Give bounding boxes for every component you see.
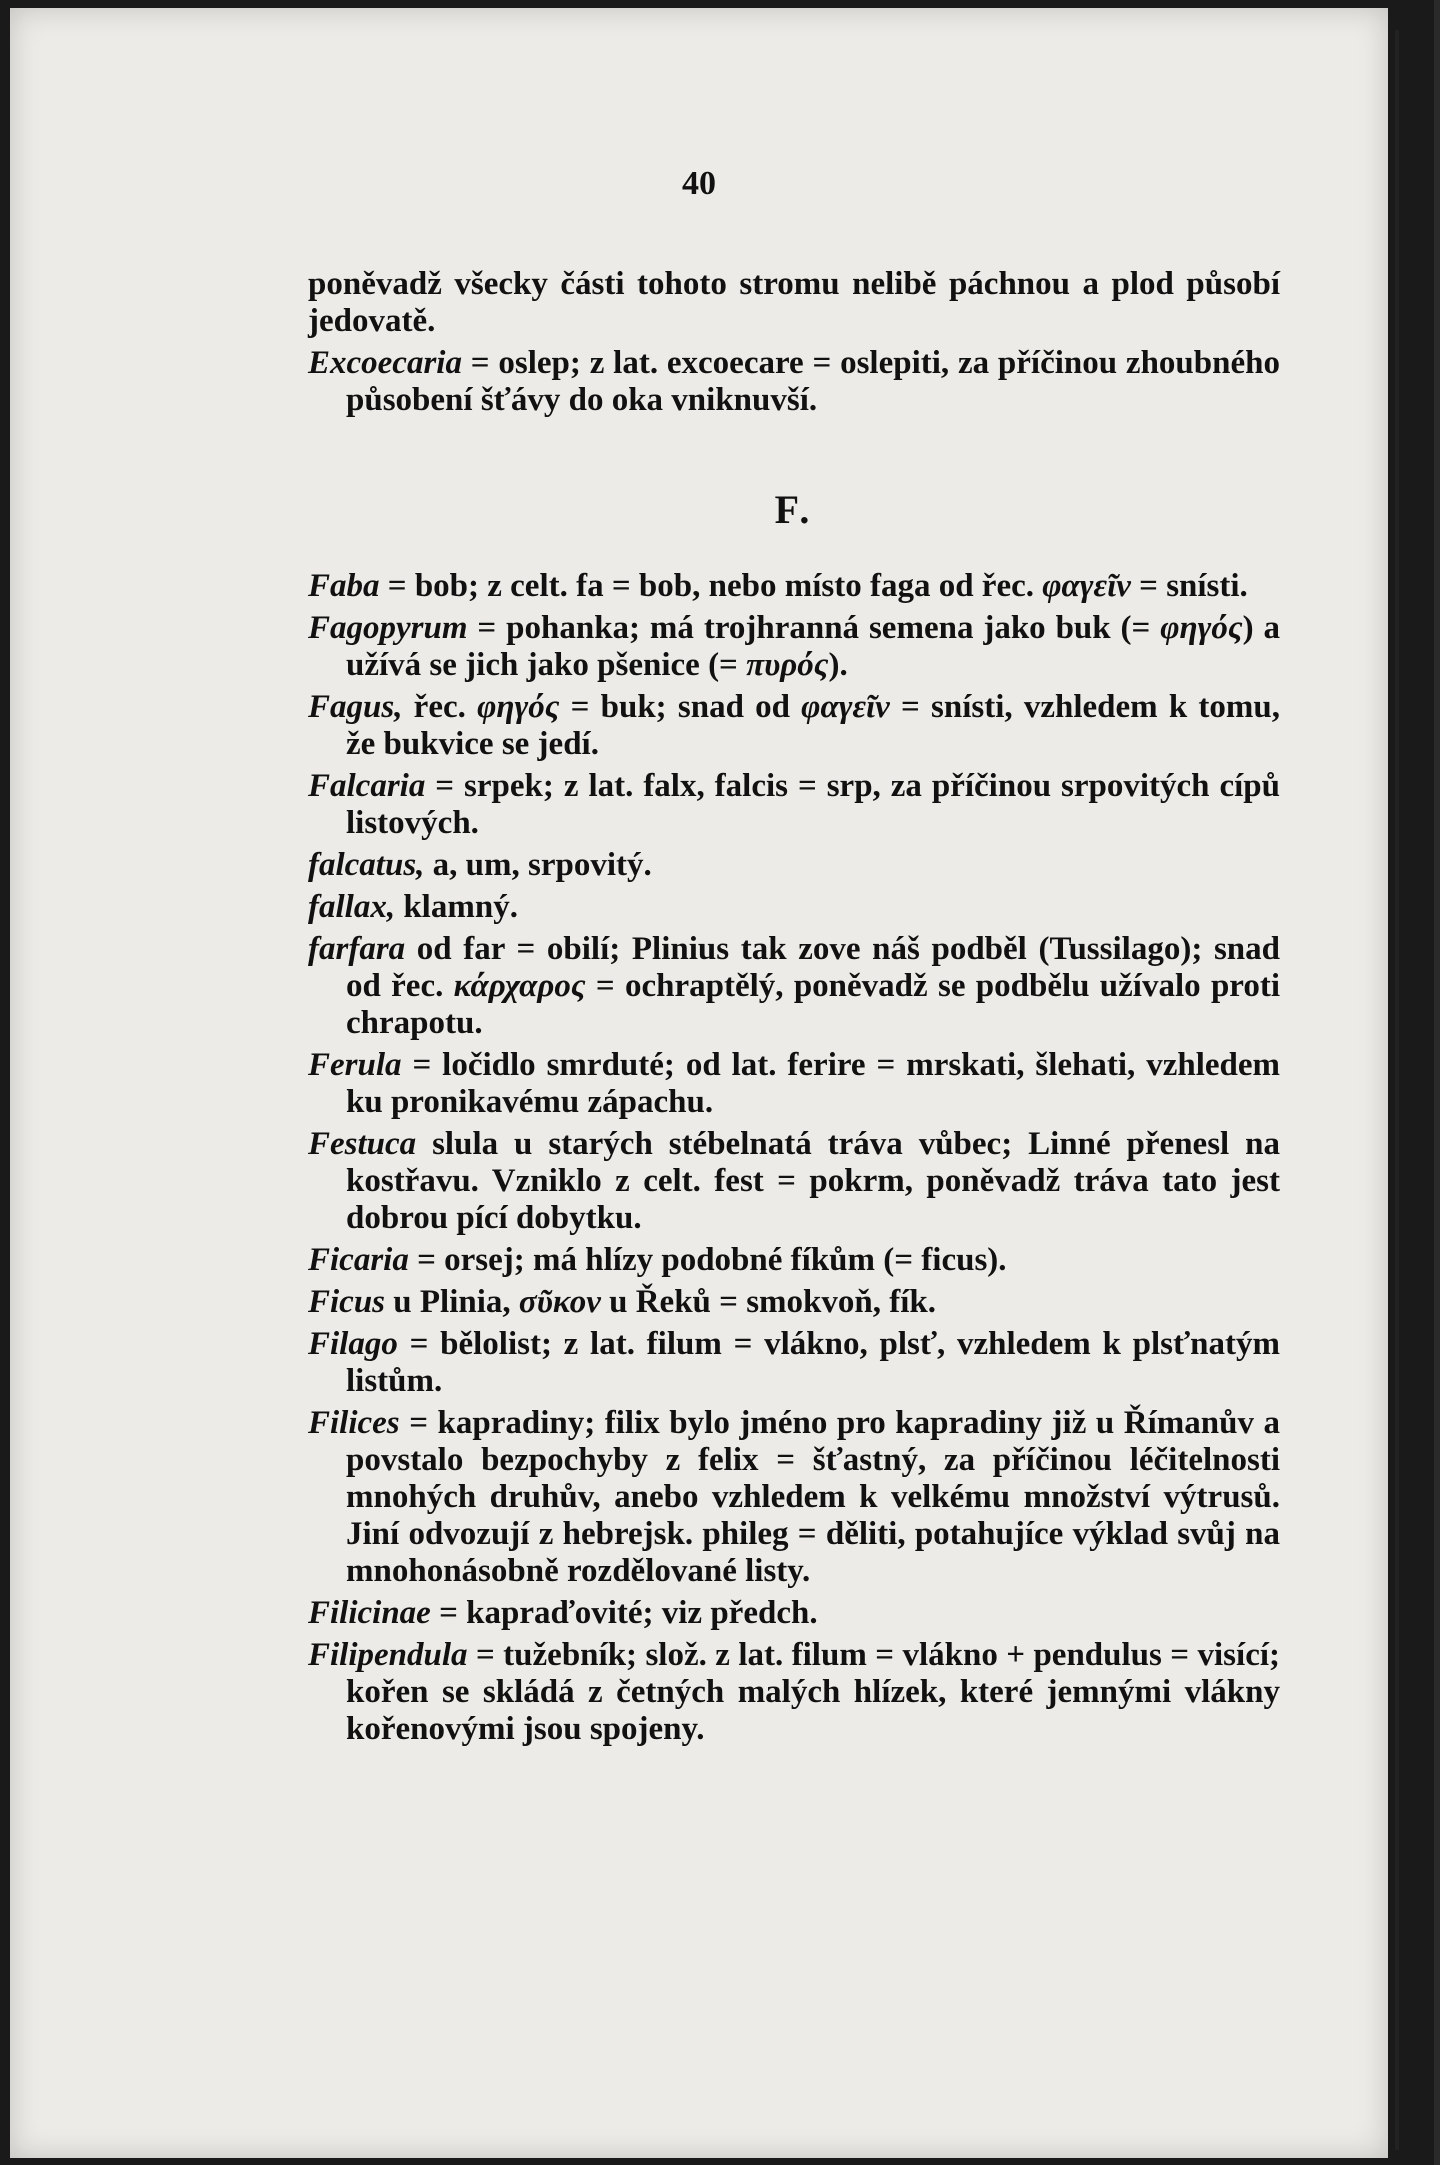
dictionary-entry [308, 1595, 1280, 1632]
entry-text: = bělolist; z lat. filum = vlákno, plsť, vzhledem k plsťnatým listům. [346, 1326, 1280, 1399]
continuation-text: poněvadž všecky části tohoto stromu nelibě páchnou a plod působí jedovatě. [308, 266, 1280, 339]
dictionary-entry [308, 1405, 1280, 1590]
dictionary-entry [308, 1047, 1280, 1121]
entry-text: = tužebník; slož. z lat. filum = vlákno + pendulus = visící; kořen se skládá z četných malých hlízek, které jemnými vlákny kořenovými jsou spojeny. [346, 1637, 1280, 1747]
dictionary-entry [308, 568, 1280, 605]
dictionary-entry [308, 1326, 1280, 1400]
entry-head: Fagopyrum [308, 610, 468, 646]
entry-text: = snísti, vzhledem k tomu, že bukvice se jedí. [346, 689, 1280, 762]
entry-text: řec. [402, 689, 478, 725]
dictionary-entry [308, 689, 1280, 763]
dictionary-entry [308, 847, 1280, 884]
entry-text: = ochraptělý, poněvadž se podbělu užívalo proti chrapotu. [346, 968, 1281, 1041]
page-number: 40 [682, 165, 716, 202]
page-content [308, 266, 1280, 1753]
entry-text: ) a užívá se jich jako pšenice (= [346, 610, 1280, 683]
book-page [10, 8, 1388, 2158]
greek-word: πυρός [746, 647, 829, 683]
entry-head: Filipendula [308, 1637, 468, 1673]
dictionary-entry [308, 610, 1280, 684]
entry-text: = kapradiny; filix bylo jméno pro kapradiny již u Římanův a povstalo bezpochyby z felix = šťastný, za příčinou léčitelnosti mnohých druhův, anebo vzhledem k velkému množství výtrusů. Jiní odvozují z hebrejsk. phileg = děliti, potahujíce výklad svůj na mnohonásobně rozdělované listy. [346, 1405, 1280, 1589]
section-letter: F. [774, 487, 814, 532]
dictionary-entry [308, 1126, 1280, 1237]
entry-excoecaria [308, 345, 1280, 419]
dictionary-entry [308, 768, 1280, 842]
greek-word: φηγός [477, 689, 560, 725]
entry-head: fallax, [308, 889, 396, 925]
dictionary-entry [308, 931, 1280, 1042]
entry-text: = oslep; z lat. excoecare = oslepiti, za příčinou zhoubného působení šťávy do oka vniknuvší. [346, 345, 1280, 418]
dictionary-entry [308, 889, 1280, 926]
entry-text: klamný. [395, 889, 518, 925]
entry-head: Filago [308, 1326, 398, 1362]
entry-text: u Řeků = smokvoň, fík. [600, 1284, 936, 1320]
entry-text: = buk; snad od [559, 689, 802, 725]
entry-text: = snísti. [1130, 568, 1248, 604]
greek-word: φηγός [1160, 610, 1243, 646]
entry-head: Festuca [308, 1126, 417, 1162]
entry-head: Fagus, [308, 689, 403, 725]
dictionary-entry [308, 1242, 1280, 1279]
entry-text: = kapraďovité; viz předch. [430, 1595, 818, 1631]
entry-text: = orsej; má hlízy podobné fíkům (= ficus). [408, 1242, 1007, 1278]
entry-head: Faba [308, 568, 380, 604]
entry-head: Ficus [308, 1284, 386, 1320]
entry-head: Falcaria [308, 768, 426, 804]
scan-border [1434, 0, 1440, 2165]
dictionary-entry [308, 1637, 1280, 1748]
dictionary-entry [308, 1284, 1280, 1321]
entry-head: Filices [308, 1405, 400, 1441]
entry-text: ). [828, 647, 848, 683]
greek-word: φαγεῖν [801, 689, 890, 725]
entry-text: = srpek; z lat. falx, falcis = srp, za příčinou srpovitých cípů listových. [346, 768, 1280, 841]
entry-head: Ferula [308, 1047, 402, 1083]
entry-text: u Plinia, [385, 1284, 519, 1320]
entry-head: Excoecaria [308, 345, 462, 381]
entry-text: od far = obilí; Plinius tak zove náš podběl (Tussilago); snad od řec. [346, 931, 1280, 1004]
entry-head: falcatus, [308, 847, 425, 883]
entry-text: a, um, srpovitý. [424, 847, 652, 883]
page-edge [1395, 30, 1399, 2150]
entry-head: Filicinae [308, 1595, 431, 1631]
greek-word: κάρχαρος [453, 968, 586, 1004]
entry-head: farfara [308, 931, 406, 967]
greek-word: φαγεῖν [1042, 568, 1131, 604]
entry-text: = bob; z celt. fa = bob, nebo místo faga od řec. [379, 568, 1043, 604]
greek-word: σῦκον [518, 1284, 601, 1320]
entry-text: slula u starých stébelnatá tráva vůbec; Linné přenesl na kostřavu. Vzniklo z celt. fest = pokrm, poněvadž tráva tato jest dobrou pící dobytku. [346, 1126, 1280, 1236]
entry-text: = ločidlo smrduté; od lat. ferire = mrskati, šlehati, vzhledem ku pronikavému zápachu. [346, 1047, 1280, 1120]
entry-list [308, 568, 1280, 1748]
entry-text: = pohanka; má trojhranná semena jako buk (= [467, 610, 1161, 646]
entry-head: Ficaria [308, 1242, 409, 1278]
